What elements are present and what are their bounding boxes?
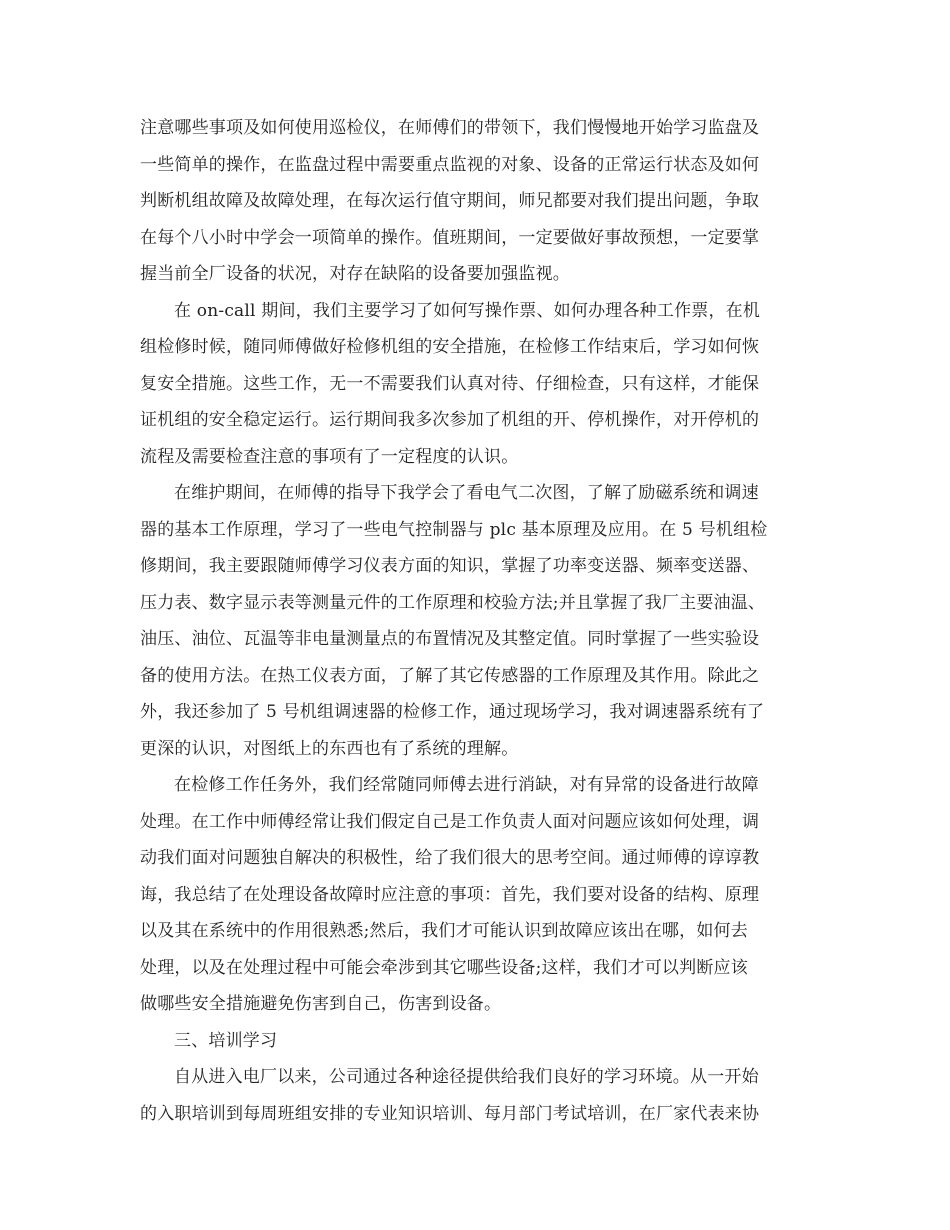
text-line: 复安全措施。这些工作，无一不需要我们认真对待、仔细检查，只有这样，才能保 — [140, 373, 760, 394]
text-line: 以及其在系统中的作用很熟悉;然后，我们才可能认识到故障应该出在哪，如何去 — [140, 921, 748, 941]
text-line: 三、培训学习 — [174, 1030, 278, 1051]
text-line: 注意哪些事项及如何使用巡检仪，在师傅们的带领下，我们慢慢地开始学习监盘及 — [140, 118, 760, 138]
text-line: 一些简单的操作，在监盘过程中需要重点监视的对象、设备的正常运行状态及如何 — [140, 154, 760, 175]
text-line: 在 on-call 期间，我们主要学习了如何写操作票、如何办理各种工作票，在机 — [174, 300, 761, 321]
text-line: 处理，以及在处理过程中可能会牵涉到其它哪些设备;这样，我们才可以判断应该 — [140, 957, 748, 978]
text-line: 更深的认识，对图纸上的东西也有了系统的理解。 — [140, 738, 519, 759]
paragraph — [140, 1023, 812, 1060]
text-line: 握当前全厂设备的状况，对存在缺陷的设备要加强监视。 — [140, 264, 570, 284]
text-line: 压力表、数字显示表等测量元件的工作原理和校验方法;并且掌握了我厂主要油温、 — [140, 592, 766, 613]
paragraph — [140, 1059, 812, 1132]
text-line: 做哪些安全措施避免伤害到自己，伤害到设备。 — [140, 994, 502, 1014]
paragraph — [140, 767, 812, 1023]
text-line: 在每个八小时中学会一项简单的操作。值班期间，一定要做好事故预想，一定要掌 — [140, 227, 760, 248]
paragraph — [140, 110, 812, 293]
text-line: 判断机组故障及故障处理，在每次运行值守期间，师兄都要对我们提出问题，争取 — [140, 191, 760, 211]
text-line: 证机组的安全稳定运行。运行期间我多次参加了机组的开、停机操作，对开停机的 — [140, 410, 760, 430]
text-line: 外，我还参加了 5 号机组调速器的检修工作，通过现场学习，我对调速器系统有了 — [140, 702, 765, 722]
text-line: 流程及需要检查注意的事项有了一定程度的认识。 — [140, 446, 519, 467]
text-line: 油压、油位、瓦温等非电量测量点的布置情况及其整定值。同时掌握了一些实验设 — [140, 629, 760, 649]
text-line: 诲，我总结了在处理设备故障时应注意的事项：首先，我们要对设备的结构、原理 — [140, 884, 760, 905]
text-line: 的入职培训到每周班组安排的专业知识培训、每月部门考试培训，在厂家代表来协 — [140, 1103, 760, 1124]
text-line: 器的基本工作原理，学习了一些电气控制器与 plc 基本原理及应用。在 5 号机组检 — [140, 519, 768, 540]
text-line: 自从进入电厂以来，公司通过各种途径提供给我们良好的学习环境。从一开始 — [174, 1067, 759, 1087]
text-line: 在检修工作任务外，我们经常随同师傅去进行消缺，对有异常的设备进行故障 — [174, 775, 759, 795]
text-line: 动我们面对问题独自解决的积极性，给了我们很大的思考空间。通过师傅的谆谆教 — [140, 848, 760, 868]
paragraph — [140, 293, 812, 476]
text-line: 处理。在工作中师傅经常让我们假定自己是工作负责人面对问题应该如何处理，调 — [140, 811, 760, 832]
text-line: 修期间，我主要跟随师傅学习仪表方面的知识，掌握了功率变送器、频率变送器、 — [140, 556, 760, 576]
text-line: 备的使用方法。在热工仪表方面，了解了其它传感器的工作原理及其作用。除此之 — [140, 665, 760, 686]
text-line: 组检修时候，随同师傅做好检修机组的安全措施，在检修工作结束后，学习如何恢 — [140, 337, 760, 357]
paragraph — [140, 475, 812, 767]
document-body — [140, 110, 812, 1132]
text-line: 在维护期间，在师傅的指导下我学会了看电气二次图，了解了励磁系统和调速 — [174, 483, 759, 503]
